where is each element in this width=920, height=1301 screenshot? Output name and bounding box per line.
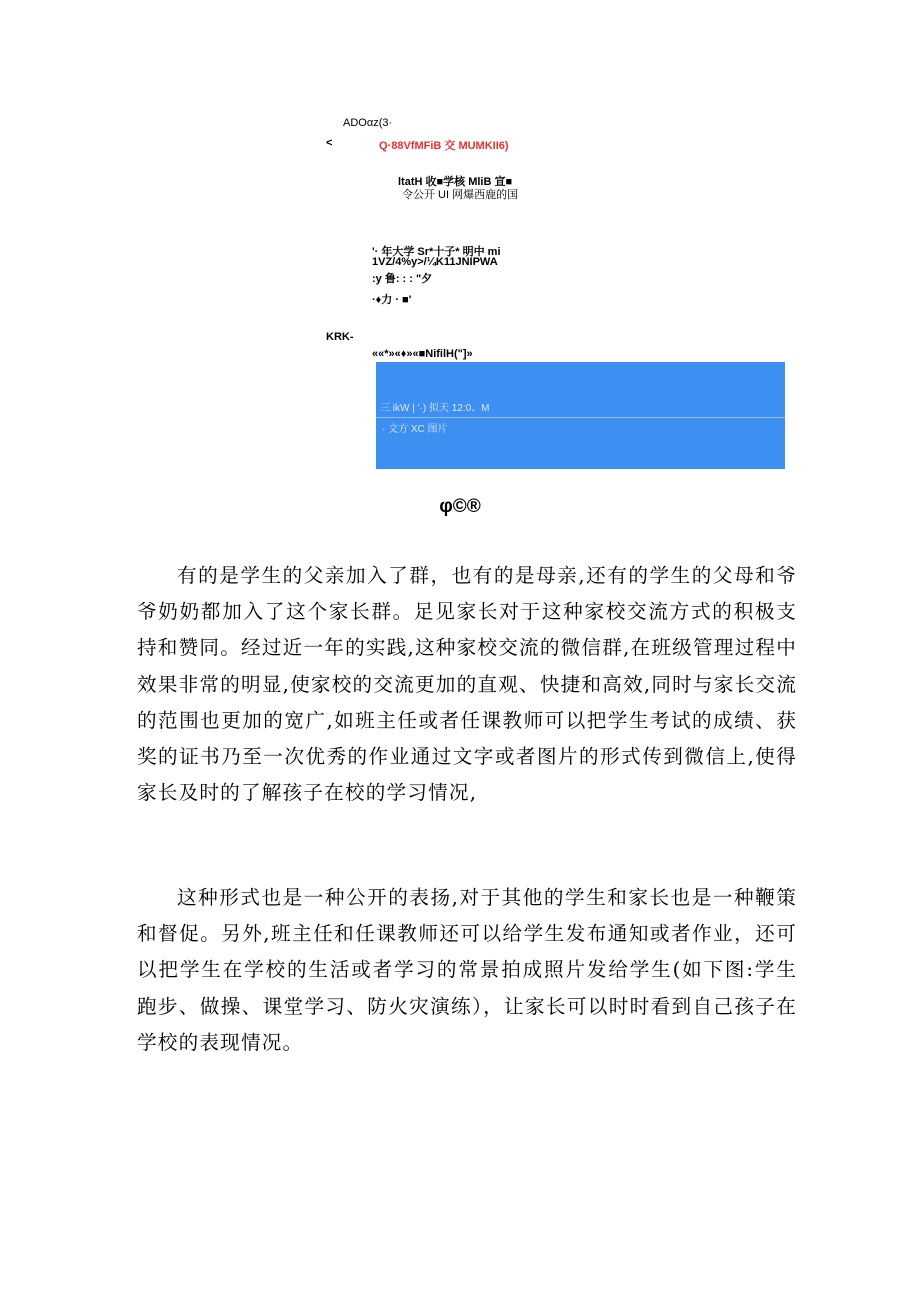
figure-text-line-1: ADOαz(3· bbox=[343, 117, 393, 129]
message-card-divider bbox=[376, 417, 785, 418]
body-paragraph-2: 这种形式也是一种公开的表扬,对于其他的学生和家长也是一种鞭策和督促。另外,班主任和任课教师还可以给学生发布通知或者作业，还可以把学生在学校的生活或者学习的常景拍成照片发给学生(如下图:学生跑步、做操、课堂学习、防火灾演练），让家长可以时时看到自己孩子在学校的表现情况。 bbox=[137, 886, 797, 1054]
figure-text-line-8: ·♦力 · ■' bbox=[372, 294, 412, 306]
figure-back-chevron: < bbox=[326, 137, 333, 149]
figure-text-line-10: ««*»«♦»«■NifilH("]» bbox=[372, 348, 473, 360]
message-card-row-1: 三 ikW | '·) 拟天 12:0、M bbox=[380, 403, 490, 414]
figure-text-line-4: 令公开 UI 网爆西鹿的国 bbox=[402, 189, 519, 201]
body-paragraph-1: 有的是学生的父亲加入了群，也有的是母亲,还有的学生的父母和爷爷奶奶都加入了这个家长群。足见家长对于这种家校交流方式的积极支持和赞同。经过近一年的实践,这种家校交流的微信群,在班级管理过程中效果非常的明显,使家校的交流更加的直观、快捷和高效,同时与家长交流的范围也更加的宽广,如班主任或者任课教师可以把学生考试的成绩、获奖的证书乃至一次优秀的作业通过文字或者图片的形式传到微信上,使得家长及时的了解孩子在校的学习情况, bbox=[137, 564, 797, 805]
figure-text-line-3: ltatH 收■学核 MliB 宣■ bbox=[398, 176, 513, 188]
message-card bbox=[376, 362, 785, 469]
screenshot-figure bbox=[0, 0, 920, 530]
message-card-row-2: · 文方 XC 图片 bbox=[382, 424, 448, 435]
figure-text-line-6: 1VZ/4%y>/¼K11JNIPWA bbox=[372, 256, 498, 268]
figure-text-line-9: KRK- bbox=[326, 331, 354, 343]
figure-text-line-7: :y 鲁: : : "夕 bbox=[372, 273, 433, 285]
figure-text-line-2: Q·88VfMFiB 交 MUMKII6) bbox=[379, 140, 509, 152]
figure-text-line-5: '· 年大学 Sr*十子* 明中 mi bbox=[372, 246, 501, 258]
figure-caption: φ©® bbox=[439, 496, 481, 517]
